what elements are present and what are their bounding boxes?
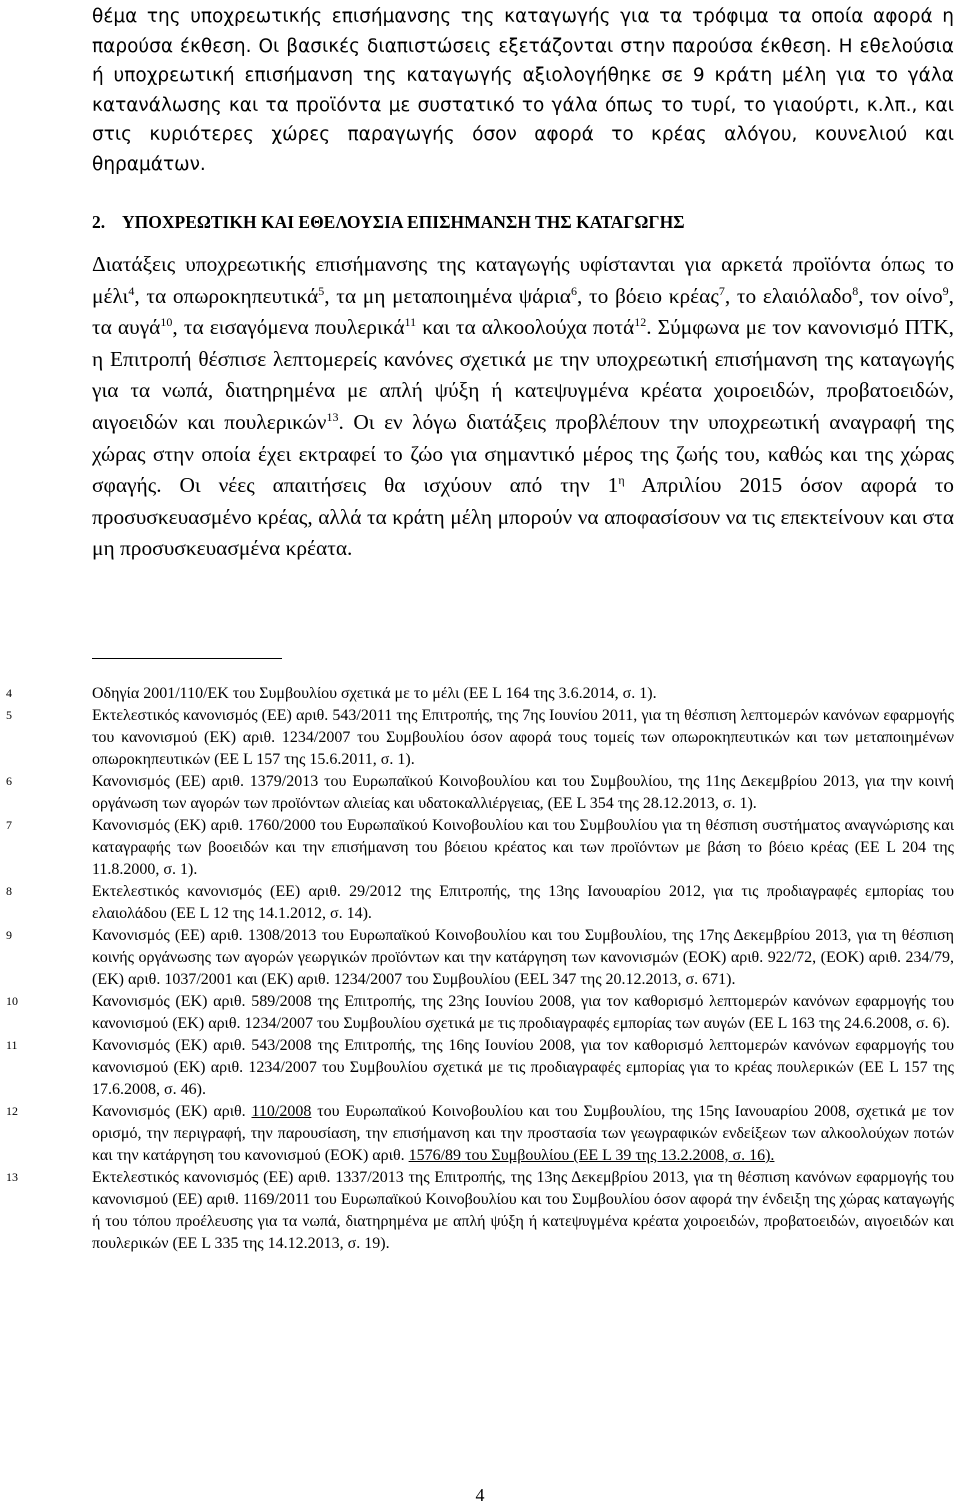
body-text: Διατάξεις υποχρεωτικής επισήμανσης της καταγωγής υφίστανται για αρκετά προϊόντα όπως το μέλι [92, 252, 954, 308]
footnote-number: 10 [6, 994, 18, 1008]
footnote-ref-10[interactable]: 10 [160, 315, 173, 330]
footnote-ref-6[interactable]: 6 [571, 283, 578, 298]
body-text: . Οι εν λόγω διατάξεις προβλέπουν την υποχρεωτική αναγραφή της χώρας στην οποία έχει εκτραφεί το ζώο για σημαντικό μέρος της ζωής του, καθώς και της χώρας σφαγής. Οι νέες απαιτήσεις θα ισχύουν από την 1 [92, 409, 954, 498]
footnote-number: 8 [6, 884, 12, 898]
footnote-number: 11 [6, 1038, 18, 1052]
footnote-text: Κανονισμός (ΕΚ) αριθ. 1760/2000 του Ευρωπαϊκού Κοινοβουλίου και του Συμβουλίου για τη θέσπιση συστήματος αναγνώρισης και καταγραφής των βοοειδών και την επισήμανση του βόειου κρέατος και των προϊόντων με βάση το βόειο κρέας (ΕΕ L 204 της 11.8.2000, σ. 1). [92, 817, 954, 878]
footnote-number: 7 [6, 818, 12, 832]
footnote-11 [0, 1035, 960, 1101]
body-text: . Σύμφωνα με τον κανονισμό ΠΤΚ, η Επιτροπή θέσπισε λεπτομερείς κανόνες σχετικά με την υποχρεωτική επισήμανση της καταγωγής για τα νωπά, διατηρημένα με απλή ψύξη ή κατεψυγμένα κρέατα χοιροειδών, προβατοειδών, αιγοειδών και πουλερικών [92, 315, 954, 434]
footnote-ref-12[interactable]: 12 [634, 315, 647, 330]
body-text: , το ελαιόλαδο [724, 283, 853, 308]
footnote-number: 5 [6, 708, 12, 722]
footnote-number: 13 [6, 1170, 18, 1184]
oj-reference-link[interactable]: (ΕΕ L 39 της 13.2.2008, σ. 16). [573, 1147, 775, 1164]
body-text: , τα εισαγόμενα πουλερικά [172, 315, 405, 340]
section-title: ΥΠΟΧΡΕΩΤΙΚΗ ΚΑΙ ΕΘΕΛΟΥΣΙΑ ΕΠΙΣΗΜΑΝΣΗ ΤΗΣ ΚΑΤΑΓΩΓΗΣ [122, 212, 685, 232]
footnote-4 [0, 683, 960, 705]
footnote-number: 9 [6, 928, 12, 942]
body-text: , τα αυγά [92, 283, 955, 340]
footnote-ref-9[interactable]: 9 [942, 283, 949, 298]
footnote-13 [0, 1167, 960, 1255]
footnote-text: Εκτελεστικός κανονισμός (ΕΕ) αριθ. 543/2011 της Επιτροπής, της 7ης Ιουνίου 2011, για τη θέσπιση λεπτομερών κανόνων εφαρμογής του κανονισμού (ΕΚ) αριθ. 1234/2007 του Συμβουλίου όσον αφορά τους τομείς των οπωροκηπευτικών και των μεταποιημένων οπωροκηπευτικών (ΕΕ L 157 της 15.6.2011, σ. 1). [92, 707, 954, 768]
section-paragraph [92, 249, 954, 565]
footnote-text: Οδηγία 2001/110/ΕΚ του Συμβουλίου σχετικά με το μέλι (ΕΕ L 164 της 3.6.2014, σ. 1). [92, 685, 657, 702]
regulation-link-110-2008[interactable]: 110/2008 [251, 1103, 312, 1120]
footnote-text: Εκτελεστικός κανονισμός (ΕΕ) αριθ. 29/2012 της Επιτροπής, της 13ης Ιανουαρίου 2012, για τις προδιαγραφές εμπορίας του ελαιολάδου (ΕΕ L 12 της 14.1.2012, σ. 14). [92, 883, 954, 922]
footnote-ref-11[interactable]: 11 [404, 315, 417, 330]
section-number: 2. [92, 212, 106, 232]
footnote-9 [0, 925, 960, 991]
footnote-separator [92, 658, 282, 659]
footnote-ref-13[interactable]: 13 [326, 409, 339, 424]
footnote-text: Κανονισμός (ΕΚ) αριθ. 543/2008 της Επιτροπής, της 16ης Ιουνίου 2008, για τον καθορισμό λεπτομερών κανόνων εφαρμογής του κανονισμού (ΕΚ) αριθ. 1234/2007 του Συμβουλίου σχετικά με τις προδιαγραφές εμπορίας για το κρέας πουλερικών (ΕΕ L 157 της 17.6.2008, σ. 46). [92, 1037, 954, 1098]
footnote-ref-8[interactable]: 8 [852, 283, 859, 298]
footnote-ref-5[interactable]: 5 [318, 283, 325, 298]
footnote-12 [0, 1101, 960, 1167]
intro-paragraph: θέμα της υποχρεωτικής επισήμανσης της καταγωγής για τα τρόφιμα τα οποία αφορά η παρούσα έκθεση. Οι βασικές διαπιστώσεις εξετάζονται στην παρούσα έκθεση. Η εθελούσια ή υποχρεωτική επισήμανση της καταγωγής αξιολογήθηκε σε 9 κράτη μέλη για το γάλα κατανάλωσης και τα προϊόντα με συστατικό το γάλα όπως το τυρί, το γιαούρτι, κ.λπ., και στις κυριότερες χώρες παραγωγής όσον αφορά το κρέας αλόγου, κουνελιού και θηραμάτων. [92, 6, 954, 175]
footnote-number: 12 [6, 1104, 18, 1118]
body-text: , τον οίνο [858, 283, 943, 308]
page-number: 4 [475, 1485, 485, 1505]
footnote-text-part: του Ευρωπαϊκού Κοινοβουλίου και του Συμβουλίου, της 15ης Ιανουαρίου 2008, σχετικά με τον ορισμό, την περιγραφή, την παρουσίαση, την επισήμανση και την προστασία των γεωγραφικών ενδείξεων των αλκοολούχων ποτών και την κατάργηση του κανονισμού (ΕΟΚ) αριθ. [92, 1103, 954, 1164]
footnote-number: 6 [6, 774, 12, 788]
footnote-ref-4[interactable]: 4 [128, 283, 135, 298]
footnote-8 [0, 881, 960, 925]
footnote-text-part: Κανονισμός (ΕΚ) αριθ. [92, 1103, 252, 1120]
body-text: , το βόειο κρέας [577, 283, 719, 308]
footnotes [0, 683, 960, 1255]
footnote-text: Κανονισμός (ΕΚ) αριθ. 589/2008 της Επιτροπής, της 23ης Ιουνίου 2008, για τον καθορισμό λεπτομερών κανόνων εφαρμογής του κανονισμού (ΕΚ) αριθ. 1234/2007 του Συμβουλίου σχετικά με τις προδιαγραφές εμπορίας των αυγών (ΕΕ L 163 της 24.6.2008, σ. 6). [92, 993, 954, 1032]
regulation-link-1576-89[interactable]: 1576/89 [408, 1147, 462, 1164]
body-text: και τα αλκοολούχα ποτά [416, 315, 635, 340]
footnote-ref-7[interactable]: 7 [718, 283, 725, 298]
footnote-text-part: του Συμβουλίου [461, 1147, 574, 1164]
footnote-10 [0, 991, 960, 1035]
footnote-text [92, 1101, 954, 1167]
body-text: Απριλίου 2015 όσον αφορά το προσυσκευασμένο κρέας, αλλά τα κράτη μέλη μπορούν να αποφασίσουν να τις επεκτείνουν και στα μη προσυσκευασμένα κρέατα. [92, 473, 954, 561]
footnote-text: Κανονισμός (ΕΕ) αριθ. 1379/2013 του Ευρωπαϊκού Κοινοβουλίου και του Συμβουλίου, της 11ης Δεκεμβρίου 2013, για την κοινή οργάνωση των αγορών των προϊόντων αλιείας και υδατοκαλλιέργειας, (ΕΕ L 354 της 28.12.2013, σ. 1). [92, 773, 954, 812]
footnote-7 [0, 815, 960, 881]
body-text: , τα μη μεταποιημένα ψάρια [324, 283, 572, 308]
section-heading [92, 210, 954, 234]
footnote-number: 4 [6, 686, 12, 700]
footnote-text: Εκτελεστικός κανονισμός (ΕΕ) αριθ. 1337/2013 της Επιτροπής, της 13ης Δεκεμβρίου 2013, για τη θέσπιση κανόνων εφαρμογής του κανονισμού (ΕΕ) αριθ. 1169/2011 του Ευρωπαϊκού Κοινοβουλίου και του Συμβουλίου όσον αφορά την ένδειξη της χώρας καταγωγής ή του τόπου προέλευσης για τα νωπά, διατηρημένα με απλή ψύξη ή κατεψυγμένα κρέατα χοιροειδών, προβατοειδών, αιγοειδών και πουλερικών (ΕΕ L 335 της 14.12.2013, σ. 19). [92, 1169, 954, 1252]
footnote-6 [0, 771, 960, 815]
footnote-text: Κανονισμός (ΕΕ) αριθ. 1308/2013 του Ευρωπαϊκού Κοινοβουλίου και του Συμβουλίου, της 17ης Δεκεμβρίου 2013, για τη θέσπιση κοινής οργάνωσης των αγορών γεωργικών προϊόντων και την κατάργηση των κανονισμών (ΕΟΚ) αριθ. 922/72, (ΕΟΚ) αριθ. 234/79, (ΕΚ) αριθ. 1037/2001 και (ΕΚ) αριθ. 1234/2007 του Συμβουλίου (ΕΕL 347 της 20.12.2013, σ. 671). [92, 927, 954, 988]
body-text: , τα οπωροκηπευτικά [134, 283, 319, 308]
ordinal-suffix: η [618, 473, 625, 488]
footnote-5 [0, 705, 960, 771]
